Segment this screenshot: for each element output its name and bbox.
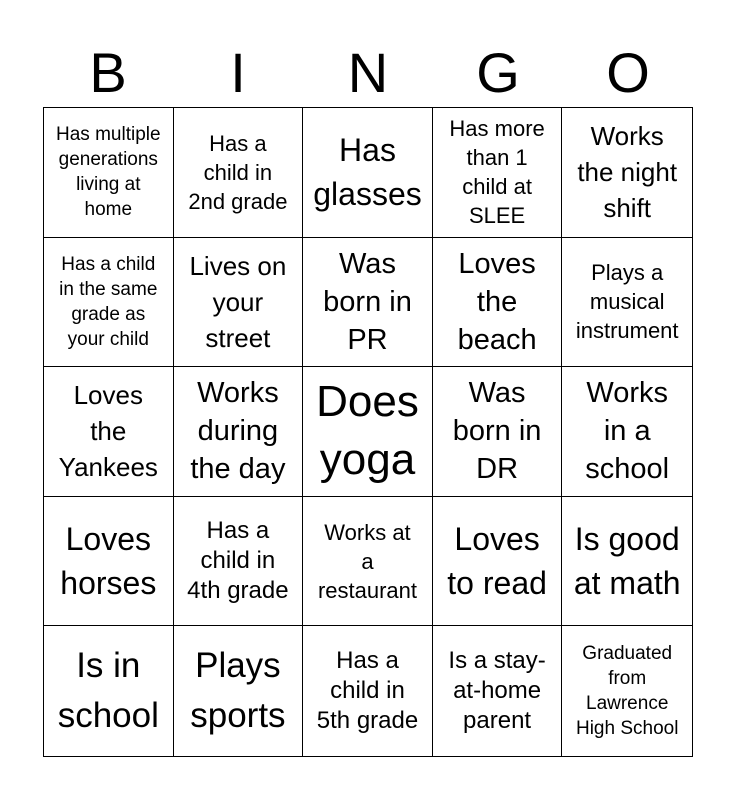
cell-text: Loves horses	[60, 521, 157, 602]
cell-text: Has glasses	[313, 132, 422, 213]
cell-text: Has a child in 4th grade	[187, 517, 289, 605]
bingo-cell[interactable]	[174, 238, 304, 368]
bingo-cell[interactable]	[44, 108, 174, 238]
cell-text: Was born in PR	[323, 247, 412, 356]
bingo-cell[interactable]	[303, 626, 433, 756]
bingo-cell[interactable]	[303, 238, 433, 368]
bingo-cell[interactable]	[174, 497, 304, 627]
cell-text: Graduated from Lawrence High School	[575, 643, 679, 740]
bingo-cell[interactable]	[433, 108, 563, 238]
bingo-cell[interactable]	[303, 108, 433, 238]
cell-text: Lives on your street	[189, 250, 287, 353]
bingo-cell[interactable]	[433, 497, 563, 627]
cell-text: Works the night shift	[577, 121, 678, 224]
bingo-cell[interactable]	[174, 367, 304, 497]
header-letter-g: G	[476, 41, 520, 104]
cell-text: Has a child in 2nd grade	[188, 130, 288, 214]
cell-text: Plays a musical instrument	[575, 260, 679, 344]
bingo-header	[43, 40, 693, 106]
cell-text: Does yoga	[316, 377, 419, 485]
cell-text: Has a child in 5th grade	[316, 647, 419, 735]
bingo-cell[interactable]	[433, 238, 563, 368]
bingo-board	[43, 107, 693, 757]
bingo-cell[interactable]	[303, 367, 433, 497]
bingo-cell[interactable]	[562, 238, 692, 368]
bingo-cell[interactable]	[174, 626, 304, 756]
bingo-cell[interactable]	[562, 497, 692, 627]
cell-text: Was born in DR	[452, 377, 542, 486]
cell-text: Loves the beach	[457, 247, 537, 356]
bingo-cell[interactable]	[174, 108, 304, 238]
bingo-cell[interactable]	[562, 626, 692, 756]
cell-text: Loves the Yankees	[58, 380, 158, 483]
bingo-cell[interactable]	[433, 626, 563, 756]
bingo-cell[interactable]	[562, 108, 692, 238]
cell-text: Is in school	[57, 646, 159, 736]
bingo-cell[interactable]	[562, 367, 692, 497]
cell-text: Has more than 1 child at SLEE	[449, 116, 545, 229]
cell-text: Works in a school	[585, 377, 670, 486]
cell-text: Is good at math	[573, 521, 681, 602]
header-letter-i: I	[230, 41, 246, 104]
bingo-cell[interactable]	[303, 497, 433, 627]
cell-text: Loves to read	[447, 521, 547, 602]
cell-text: Is a stay- at-home parent	[448, 647, 546, 735]
bingo-cell[interactable]	[44, 238, 174, 368]
cell-text: Works at a restaurant	[317, 519, 418, 603]
header-letter-o: O	[606, 41, 650, 104]
header-letter-b: B	[89, 41, 127, 104]
cell-text: Has multiple generations living at home	[56, 124, 161, 221]
bingo-cell[interactable]	[433, 367, 563, 497]
bingo-cell[interactable]	[44, 367, 174, 497]
cell-text: Works during the day	[190, 377, 286, 486]
bingo-cell[interactable]	[44, 626, 174, 756]
bingo-cell[interactable]	[44, 497, 174, 627]
cell-text: Plays sports	[190, 646, 286, 736]
header-letter-n: N	[347, 41, 389, 104]
cell-text: Has a child in the same grade as your child	[59, 253, 158, 350]
